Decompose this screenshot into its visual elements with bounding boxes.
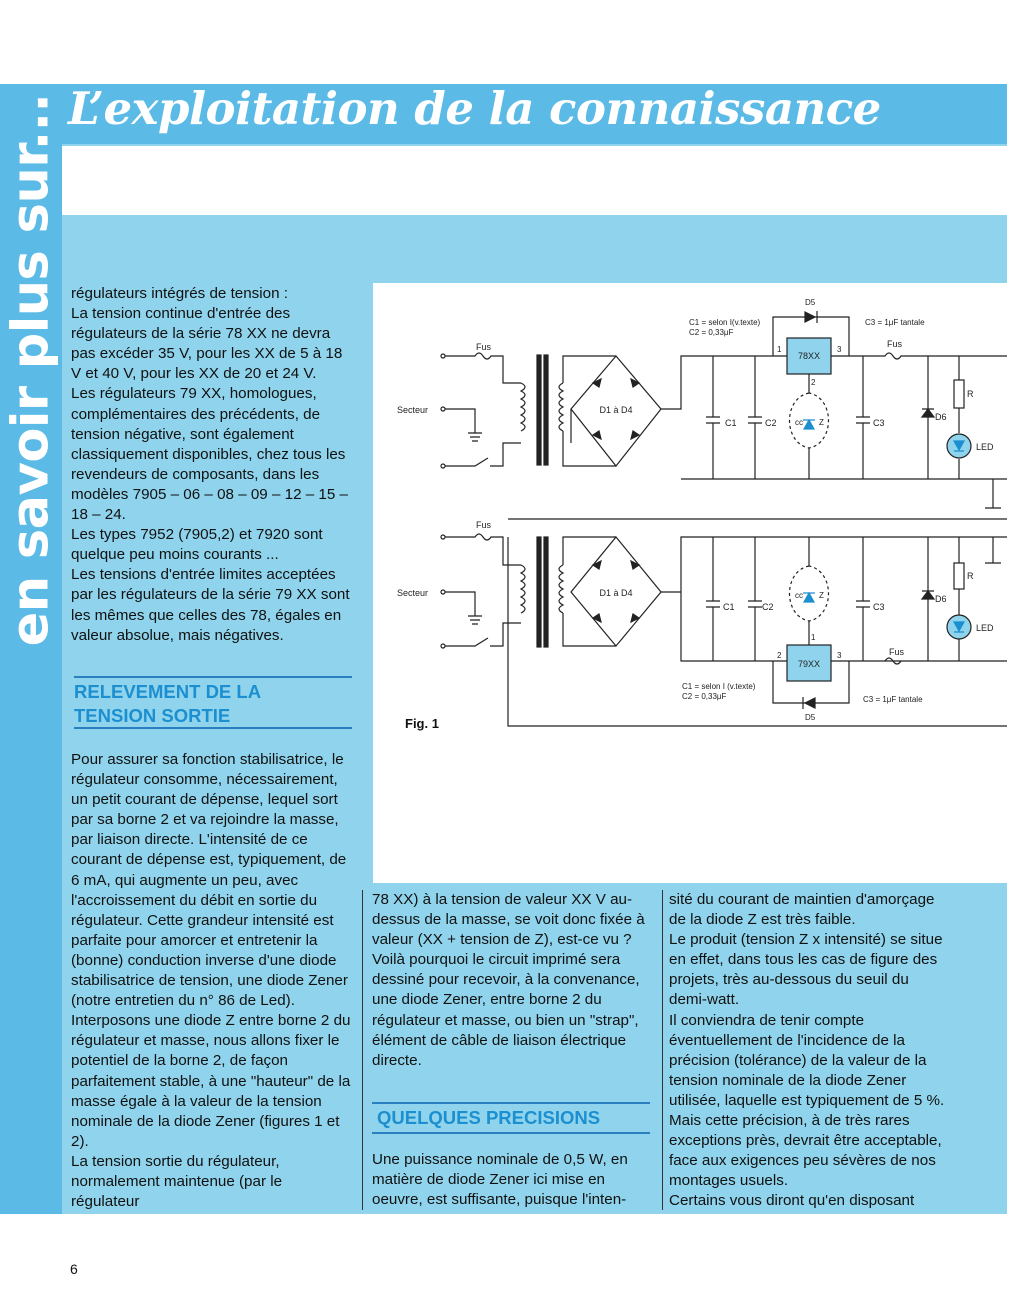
rect-wire: [571, 356, 773, 443]
figure-1-schematic: [373, 283, 1007, 883]
r-label: R: [967, 571, 974, 581]
capacitor-c2: [748, 356, 762, 479]
transformer-core: [537, 537, 541, 647]
figure-caption: Fig. 1: [405, 716, 439, 731]
paragraph: La tension continue d'entrée des régulateurs de la série 78 XX ne devra pas excéder 35 V, pour les XX de 5 à 18 V et 40 V, pour les XX de 20 et 24 V.: [71, 305, 343, 383]
bridge-label: D1 à D4: [599, 405, 633, 415]
paragraph: régulateurs intégrés de tension :: [71, 285, 288, 302]
right-edge-stripe: [1007, 84, 1017, 1214]
section-heading-relevement: [74, 680, 352, 728]
ground-symbol: [985, 537, 1001, 563]
heading-rule-bottom: [74, 727, 352, 729]
zener-diode: [803, 593, 815, 602]
c2-label: C2: [762, 602, 774, 612]
paragraph: Certains vous diront qu'en disposant: [669, 1192, 915, 1210]
terminal-dot: [441, 464, 445, 468]
diode-d6: [922, 537, 934, 661]
cc-label: cc: [795, 591, 803, 600]
column-2b-text: [372, 1150, 650, 1210]
bottom-circuit: [397, 520, 1007, 726]
d6-label: D6: [935, 412, 947, 422]
pin-label: 3: [837, 345, 842, 354]
paragraph: La tension sortie du régulateur, normalement maintenue (par le régulateur: [71, 1152, 283, 1211]
column-divider: [662, 890, 663, 1210]
c2-label: C2: [765, 418, 777, 428]
column-1-text: [71, 284, 354, 646]
capacitor-c3: [856, 537, 870, 661]
z-label: Z: [819, 418, 824, 427]
paragraph: Pour assurer sa fonction stabilisatrice, le régulateur consomme, nécessairement, un petit courant de dépense, lequel sort par sa borne 2 et va rejoindre la masse, par liaison directe. L'intensité de ce courant de dépense est, typiquement, de 6 mA, qui augmente un peu, avec l'accroissement du débit en sortie du régulateur. Cette grandeur intensité est parfaite pour amorcer et entretenir la (bonne) conduction inverse d'une diode stabilisatrice de tension, une diode Zener (notre entretien du n° 86 de Led).: [71, 751, 348, 1010]
capacitor-c2: [748, 537, 762, 661]
transformer-secondary: [559, 383, 563, 431]
heading-rule-top: [74, 676, 352, 678]
ground-symbol: [985, 479, 1001, 508]
heading-line: RELEVEMENT DE LA: [74, 681, 262, 702]
paragraph: sité du courant de maintien d'amorçage de la diode Z est très faible.: [669, 891, 935, 929]
terminal-dot: [441, 644, 445, 648]
switch-wire: [445, 443, 521, 466]
capacitor-c1: [706, 537, 720, 661]
switch-wire: [445, 623, 521, 646]
terminal-dot: [441, 354, 445, 358]
fuse-wire: [445, 353, 521, 383]
paragraph: Il conviendra de tenir compte éventuellement de l'incidence de la précision (tolérance) de la valeur de la tension nominale de la diode Zener utilisée, laquelle est typiquement de 5 %. Mais cette précision, à de très rares exceptions près, devrait être acceptable, face aux exigences peu sévères de nos montages usuels.: [669, 1011, 945, 1190]
ground-bus: [508, 537, 1007, 726]
column-2-text: [372, 890, 650, 1071]
capacitor-c3: [856, 356, 870, 479]
heading-rule-top: [372, 1102, 650, 1104]
earth-symbol: [445, 409, 482, 441]
z-label: Z: [819, 591, 824, 600]
transformer-core: [544, 537, 548, 647]
fuse-label: Fus: [887, 339, 903, 349]
cap-note: C1 = selon I(v.texte): [689, 318, 761, 327]
heading-line: TENSION SORTIE: [74, 705, 231, 726]
paragraph: Les tensions d'entrée limites acceptées par les régulateurs de la série 79 XX sont les mêmes que celles des 78, égales en valeur absolue, mais négatives.: [71, 566, 350, 644]
regulator-label: 78XX: [797, 351, 821, 361]
diode-d5: [803, 697, 815, 709]
mains-label: Secteur: [397, 588, 429, 598]
c3-label: C3: [873, 418, 885, 428]
paragraph: Les régulateurs 79 XX, homologues, complémentaires des précédents, de tension négative, sont également classiquement disponibles, chez tous les revendeurs de composants, dans les modèles 7905 – 06 – 08 – 09 – 12 – 15 – 18 – 24.: [71, 385, 348, 524]
pin-label: 1: [777, 345, 782, 354]
top-circuit: [397, 298, 1007, 519]
fuse-label: Fus: [889, 647, 905, 657]
pin-label: 3: [837, 651, 842, 660]
paragraph: Une puissance nominale de 0,5 W, en matière de diode Zener ici mise en oeuvre, est suffisante, puisque l'inten-: [372, 1151, 628, 1209]
diode-d6: [922, 356, 934, 479]
paragraph: Le produit (tension Z x intensité) se situe en effet, dans tous les cas de figure des projets, très au-dessous du seuil du demi-watt.: [669, 931, 943, 1009]
led-label: LED: [976, 442, 994, 452]
regulator-label: 79XX: [797, 659, 821, 669]
terminal-dot: [441, 535, 445, 539]
cap-note: C2 = 0,33μF: [682, 692, 727, 701]
fuse-wire: [445, 534, 521, 565]
resistor-r: [954, 380, 964, 408]
paragraph: Interposons une diode Z entre borne 2 du régulateur et masse, nous allons fixer le potentiel de la borne 2, de façon parfaitement stable, à une "hauteur" de la masse égale à la valeur de la tension nominale de la diode Zener (figures 1 et 2).: [71, 1012, 351, 1150]
heading-rule-bottom: [372, 1132, 650, 1134]
cap-note: C1 = selon I (v.texte): [682, 682, 756, 691]
transformer-primary: [521, 383, 525, 431]
paragraph: Les types 7952 (7905,2) et 7920 sont quelque peu moins courants ...: [71, 526, 323, 564]
output-fuse-wire: [853, 353, 1007, 359]
schematic-svg: [373, 283, 1007, 883]
header-white-box: [62, 146, 1007, 215]
transformer-core: [537, 355, 541, 465]
r-label: R: [967, 389, 974, 399]
mains-label: Secteur: [397, 405, 429, 415]
ground-bus: [508, 479, 1007, 519]
c3-note: C3 = 1μF tantale: [865, 318, 925, 327]
fuse-label: Fus: [476, 520, 492, 530]
cc-label: cc: [795, 418, 803, 427]
zener-diode: [803, 420, 815, 429]
transformer-primary: [521, 565, 525, 613]
sidebar-vertical-title: en savoir plus sur...: [1, 93, 61, 647]
c1-label: C1: [725, 418, 737, 428]
bridge-label: D1 à D4: [599, 588, 633, 598]
column-divider: [362, 890, 363, 1210]
transformer-core: [544, 355, 548, 465]
terminal-dot: [441, 407, 445, 411]
d5-label: D5: [805, 298, 816, 307]
page-number: 6: [70, 1261, 78, 1277]
resistor-r: [954, 563, 964, 589]
earth-symbol: [445, 592, 482, 624]
c1-label: C1: [723, 602, 735, 612]
terminal-dot: [441, 590, 445, 594]
d6-label: D6: [935, 594, 947, 604]
pin-label: 2: [777, 651, 782, 660]
d5-label: D5: [805, 713, 816, 722]
diode-d5: [805, 311, 817, 323]
transformer-secondary: [559, 565, 563, 613]
pin-label: 2: [811, 378, 816, 387]
pin-label: 1: [811, 633, 816, 642]
column-1b-text: [71, 750, 354, 1212]
cap-note: C2 = 0,33μF: [689, 328, 734, 337]
paragraph: Voilà pourquoi le circuit imprimé sera dessiné pour recevoir, à la convenance, une diode Zener, entre borne 2 du régulateur et masse, ou bien un "strap", élément de câble de liaison électrique directe.: [372, 951, 640, 1069]
led-label: LED: [976, 623, 994, 633]
c3-note: C3 = 1μF tantale: [863, 695, 923, 704]
column-3-text: [669, 890, 946, 1212]
c3-label: C3: [873, 602, 885, 612]
page-title: L’exploitation de la connaissance: [68, 82, 881, 135]
section-heading-precisions: QUELQUES PRECISIONS: [377, 1107, 601, 1128]
paragraph: 78 XX) à la tension de valeur XX V au-dessus de la masse, se voit donc fixée à valeur (XX + tension de Z), est-ce vu ?: [372, 891, 645, 949]
capacitor-c1: [706, 356, 720, 479]
fuse-label: Fus: [476, 342, 492, 352]
